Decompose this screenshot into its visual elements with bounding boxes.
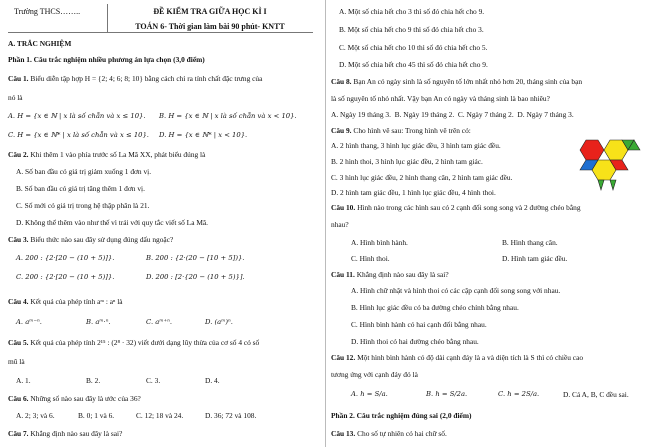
q10-option-b[interactable]: B. Hình thang cân. — [502, 238, 558, 247]
q5-option-a[interactable]: A. 1. — [16, 376, 31, 385]
q3-text: Biểu thức nào sau đây sử dụng đúng dấu ngoặc? — [30, 235, 174, 244]
q10-label: Câu 10. — [331, 203, 356, 212]
q8-stem — [331, 77, 582, 86]
figure-shape — [580, 140, 604, 160]
q4-option-c[interactable]: C. aᵐ⁺ⁿ. — [146, 318, 173, 326]
q12-text: Một hình bình hành có độ dài cạnh đáy là a và diện tích là S thì có chiều cao — [357, 353, 584, 362]
q8-options — [331, 110, 574, 119]
q9-option-c[interactable]: C. 3 hình lục giác đều, 2 hình thang cân, 2 hình tam giác đều. — [331, 173, 513, 182]
q7-label: Câu 7. — [8, 429, 29, 438]
header-rule — [8, 32, 313, 33]
q12-option-c[interactable]: C. h = 2S/a. — [498, 390, 540, 398]
part2-heading: Phần 2. Câu trắc nghiệm đúng sai (2,0 điểm) — [331, 411, 472, 420]
q6-stem — [8, 394, 141, 403]
q2-option-c[interactable]: C. Số mới có giá trị trong hệ thập phân là 21. — [16, 201, 150, 210]
q12-option-a[interactable]: A. h = S/a. — [351, 390, 388, 398]
q7-option-b[interactable]: B. Một số chia hết cho 9 thì số đó chia hết cho 3. — [339, 25, 484, 34]
q2-option-a[interactable]: A. Số ban đầu có giá trị giảm xuống 1 đơn vị. — [16, 167, 152, 176]
q4-label: Câu 4. — [8, 297, 29, 306]
q8-option-c[interactable]: C. Ngày 7 tháng 2. — [457, 110, 514, 119]
q8-label: Câu 8. — [331, 77, 352, 86]
q2-option-b[interactable]: B. Số ban đầu có giá trị tăng thêm 1 đơn vị. — [16, 184, 145, 193]
q1-cont: nó là — [8, 93, 23, 102]
q8-cont: là số nguyên tố nhỏ nhất. Vậy bạn An có ngày và tháng sinh là bao nhiêu? — [331, 94, 550, 103]
q10-option-c[interactable]: C. Hình thoi. — [351, 254, 390, 263]
q9-figure — [572, 136, 646, 194]
section-a-heading: A. TRẮC NGHIỆM — [8, 39, 72, 48]
q3-option-d[interactable]: D. 200 : [2·{20 − (10 + 5)}]. — [146, 273, 245, 281]
q11-stem — [331, 270, 449, 279]
q1-stem — [8, 74, 262, 83]
q5-text: Kết quả của phép tính 2¹⁵ : (2⁸ · 32) viết dưới dạng lũy thừa của cơ số 4 có số — [30, 338, 260, 347]
q11-option-d[interactable]: D. Hình thoi có hai đường chéo bằng nhau. — [351, 337, 479, 346]
q8-option-a[interactable]: A. Ngày 19 tháng 3. — [331, 110, 391, 119]
q12-label: Câu 12. — [331, 353, 356, 362]
q5-option-c[interactable]: C. 3. — [146, 376, 161, 385]
q8-option-d[interactable]: D. Ngày 7 tháng 3. — [517, 110, 574, 119]
q2-stem — [8, 150, 205, 159]
q12-cont: tương ứng với cạnh đáy đó là — [331, 370, 418, 379]
q3-option-a[interactable]: A. 200 : {2·[20 − (10 + 5)]}. — [16, 254, 115, 262]
q2-label: Câu 2. — [8, 150, 29, 159]
q10-option-a[interactable]: A. Hình bình hành. — [351, 238, 408, 247]
q4-text: Kết quả của phép tính aᵐ : aⁿ là — [30, 297, 123, 306]
q8-option-b[interactable]: B. Ngày 19 tháng 2. — [394, 110, 455, 119]
q7-text: Khẳng định nào sau đây là sai? — [30, 429, 123, 438]
q12-option-d[interactable]: D. Cả A, B, C đều sai. — [563, 390, 629, 399]
q1-option-d[interactable]: D. H = {x ∈ ℕ* | x < 10}. — [159, 131, 248, 139]
q3-label: Câu 3. — [8, 235, 29, 244]
q11-option-b[interactable]: B. Hình lục giác đều có ba đường chéo chính bằng nhau. — [351, 303, 519, 312]
q5-option-d[interactable]: D. 4. — [205, 376, 220, 385]
q9-option-d[interactable]: D. 2 hình tam giác đều, 1 hình lục giác đều, 4 hình thoi. — [331, 188, 496, 197]
q12-option-b[interactable]: B. h = S/2a. — [426, 390, 468, 398]
q1-option-b[interactable]: B. H = {x ∈ ℕ | x là số chẵn và x < 10}. — [159, 112, 297, 120]
exam-title: ĐỀ KIỂM TRA GIỮA HỌC KÌ I — [153, 7, 267, 16]
q6-option-c[interactable]: C. 12; 18 và 24. — [136, 411, 184, 420]
q6-option-a[interactable]: A. 2; 3; và 6. — [16, 411, 55, 420]
q3-option-c[interactable]: C. 200 : {2·[20 − (10 + 5)]}. — [16, 273, 115, 281]
q1-label: Câu 1. — [8, 74, 29, 83]
q5-label: Câu 5. — [8, 338, 29, 347]
q3-option-b[interactable]: B. 200 : {2·(20 − [10 + 5])}. — [146, 254, 245, 262]
q13-label: Câu 13. — [331, 429, 356, 438]
q4-option-d[interactable]: D. (aᵐ)ⁿ. — [205, 318, 233, 326]
q1-option-c[interactable]: C. H = {x ∈ ℕ* | x là số chẵn và x ≤ 10}. — [8, 131, 149, 139]
q6-label: Câu 6. — [8, 394, 29, 403]
q11-label: Câu 11. — [331, 270, 355, 279]
q9-text: Cho hình vẽ sau: Trong hình vẽ trên có: — [353, 126, 471, 135]
q9-option-b[interactable]: B. 2 hình thoi, 3 hình lục giác đều, 2 hình tam giác. — [331, 157, 483, 166]
q8-text: Bạn An có ngày sinh là số nguyên tố lớn nhất nhỏ hơn 20, tháng sinh của bạn — [353, 77, 583, 86]
exam-subtitle: TOÁN 6- Thời gian làm bài 90 phút- KNTT — [135, 22, 285, 31]
q6-option-d[interactable]: D. 36; 72 và 108. — [205, 411, 257, 420]
header-divider — [107, 4, 108, 32]
figure-shape — [610, 180, 616, 190]
q13-text: Cho số tự nhiên có hai chữ số. — [357, 429, 447, 438]
school-name: Trường THCS…….. — [14, 7, 81, 16]
q7-option-a[interactable]: A. Một số chia hết cho 3 thì số đó chia hết cho 9. — [339, 7, 485, 16]
q10-text: Hình nào trong các hình sau có 2 cạnh đối song song và 2 đường chéo bằng — [357, 203, 581, 212]
q12-stem — [331, 353, 583, 362]
part1-heading: Phần 1. Câu trắc nghiệm nhiều phương án lựa chọn (3,0 điểm) — [8, 55, 205, 64]
q5-cont: mũ là — [8, 357, 25, 366]
q5-stem — [8, 338, 259, 347]
q4-option-a[interactable]: A. aᵐ⁻ⁿ. — [16, 318, 42, 326]
figure-shape — [598, 180, 604, 190]
q7-option-c[interactable]: C. Một số chia hết cho 10 thì số đó chia hết cho 5. — [339, 43, 488, 52]
q9-stem — [331, 126, 471, 135]
q10-stem — [331, 203, 581, 212]
q7-stem — [8, 429, 122, 438]
q4-stem — [8, 297, 123, 306]
q9-option-a[interactable]: A. 2 hình thang, 3 hình lục giác đều, 3 hình tam giác đều. — [331, 141, 501, 150]
q1-option-a[interactable]: A. H = {x ∈ ℕ | x là số chẵn và x ≤ 10}. — [8, 112, 146, 120]
q1-text: Biểu diễn tập hợp H = {2; 4; 6; 8; 10} bằng cách chỉ ra tính chất đặc trưng của — [30, 74, 263, 83]
q13-stem — [331, 429, 447, 438]
q2-text: Khi thêm 1 vào phía trước số La Mã XX, phát biểu đúng là — [30, 150, 206, 159]
q3-stem — [8, 235, 173, 244]
q11-text: Khẳng định nào sau đây là sai? — [356, 270, 449, 279]
q7-option-d[interactable]: D. Một số chia hết cho 45 thì số đó chia hết cho 9. — [339, 60, 488, 69]
q6-text: Những số nào sau đây là ước của 36? — [30, 394, 141, 403]
right-page — [325, 0, 650, 447]
q10-option-d[interactable]: D. Hình tam giác đều. — [502, 254, 568, 263]
q4-option-b[interactable]: B. aᵐ·ⁿ. — [86, 318, 111, 326]
q9-label: Câu 9. — [331, 126, 352, 135]
q10-cont: nhau? — [331, 220, 349, 229]
q2-option-d[interactable]: D. Không thể thêm vào như thế vì trái với quy tắc viết số La Mã. — [16, 218, 209, 227]
q5-option-b[interactable]: B. 2. — [86, 376, 101, 385]
q11-option-a[interactable]: A. Hình chữ nhật và hình thoi có các cặp cạnh đối song song với nhau. — [351, 286, 561, 295]
q11-option-c[interactable]: C. Hình bình hành có hai cạnh đối bằng nhau. — [351, 320, 487, 329]
q6-option-b[interactable]: B. 0; 1 và 6. — [78, 411, 115, 420]
